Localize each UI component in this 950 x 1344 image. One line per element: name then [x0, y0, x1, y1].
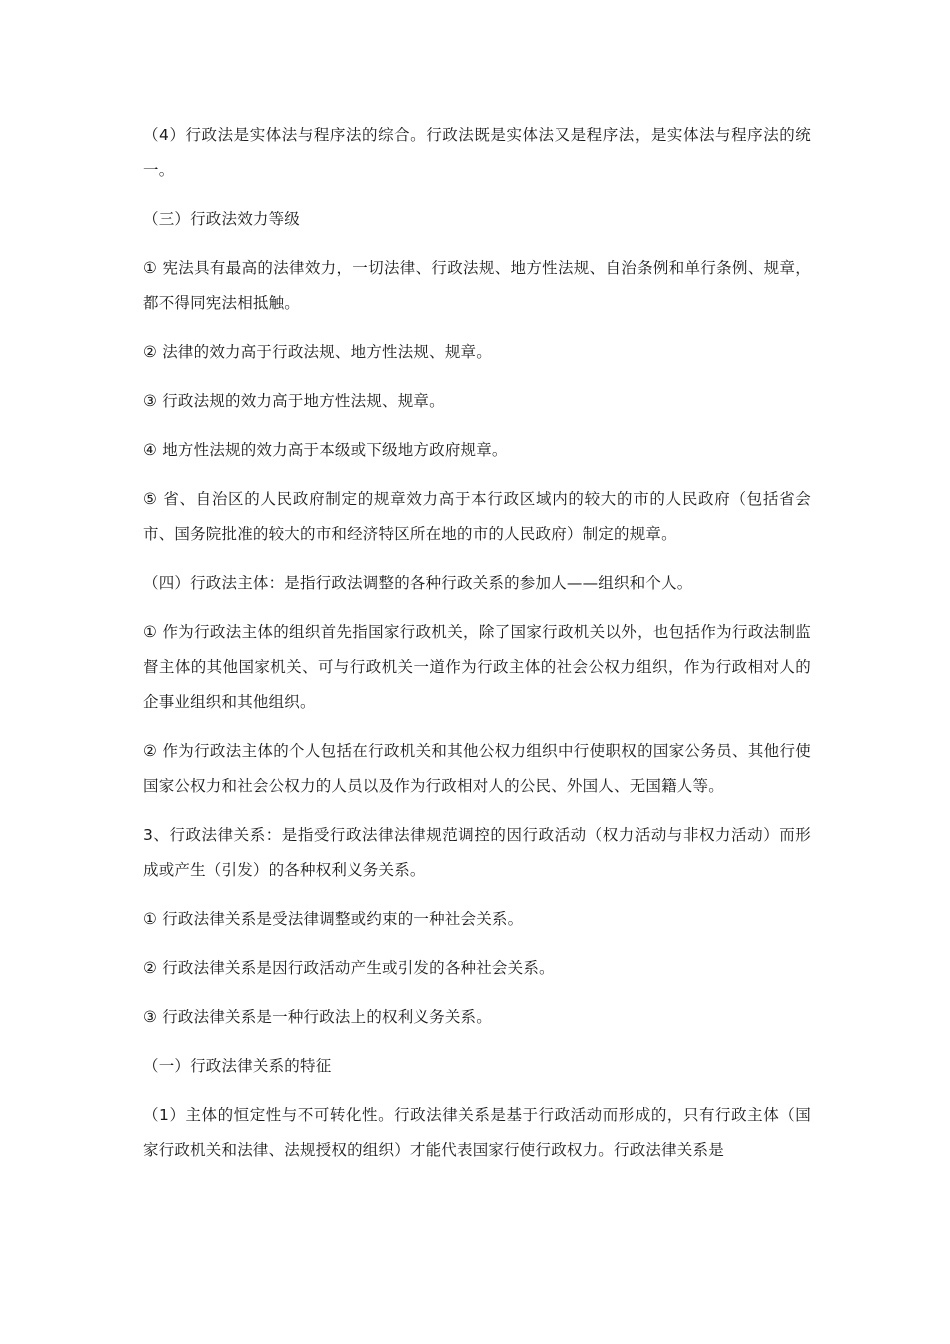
paragraph-subject-constancy: （1）主体的恒定性与不可转化性。行政法律关系是基于行政活动而形成的，只有行政主体（国家行政机关和法律、法规授权的组织）才能代表国家行使行政权力。行政法律关系是 [143, 1106, 811, 1159]
paragraph-provincial-rules: ⑤ 省、自治区的人民政府制定的规章效力高于本行政区域内的较大的市的人民政府（包括省会市、国务院批准的较大的市和经济特区所在地的市的人民政府）制定的规章。 [143, 490, 811, 543]
paragraph-admin-regulation-effect: ③ 行政法规的效力高于地方性法规、规章。 [143, 392, 445, 410]
paragraph-relation-activity: ② 行政法律关系是因行政活动产生或引发的各种社会关系。 [143, 959, 555, 977]
heading-effect-levels: （三）行政法效力等级 [143, 210, 301, 228]
paragraph-subject-individuals: ② 作为行政法主体的个人包括在行政机关和其他公权力组织中行使职权的国家公务员、其他行使国家公权力和社会公权力的人员以及作为行政相对人的公民、外国人、无国籍人等。 [143, 742, 811, 795]
paragraph-subject-organizations: ① 作为行政法主体的组织首先指国家行政机关，除了国家行政机关以外，也包括作为行政法制监督主体的其他国家机关、可与行政机关一道作为行政主体的社会公权力组织，作为行政相对人的企事业组织和其他组织。 [143, 623, 811, 711]
paragraph-local-regulation-effect: ④ 地方性法规的效力高于本级或下级地方政府规章。 [143, 441, 508, 459]
heading-admin-law-subjects: （四）行政法主体：是指行政法调整的各种行政关系的参加人——组织和个人。 [143, 574, 693, 592]
heading-relation-features: （一）行政法律关系的特征 [143, 1057, 332, 1075]
paragraph-constitution: ① 宪法具有最高的法律效力，一切法律、行政法规、地方性法规、自治条例和单行条例、规章，都不得同宪法相抵触。 [143, 259, 811, 312]
paragraph-law-effect: ② 法律的效力高于行政法规、地方性法规、规章。 [143, 343, 492, 361]
paragraph-relation-social: ① 行政法律关系是受法律调整或约束的一种社会关系。 [143, 910, 524, 928]
document-page [143, 118, 811, 1182]
paragraph-relation-rights-duties: ③ 行政法律关系是一种行政法上的权利义务关系。 [143, 1008, 492, 1026]
paragraph-admin-law-synthesis: （4）行政法是实体法与程序法的综合。行政法既是实体法又是程序法，是实体法与程序法的统一。 [143, 126, 811, 179]
heading-admin-legal-relations: 3、行政法律关系：是指受行政法律法律规范调控的因行政活动（权力活动与非权力活动）而形成或产生（引发）的各种权利义务关系。 [143, 826, 811, 879]
